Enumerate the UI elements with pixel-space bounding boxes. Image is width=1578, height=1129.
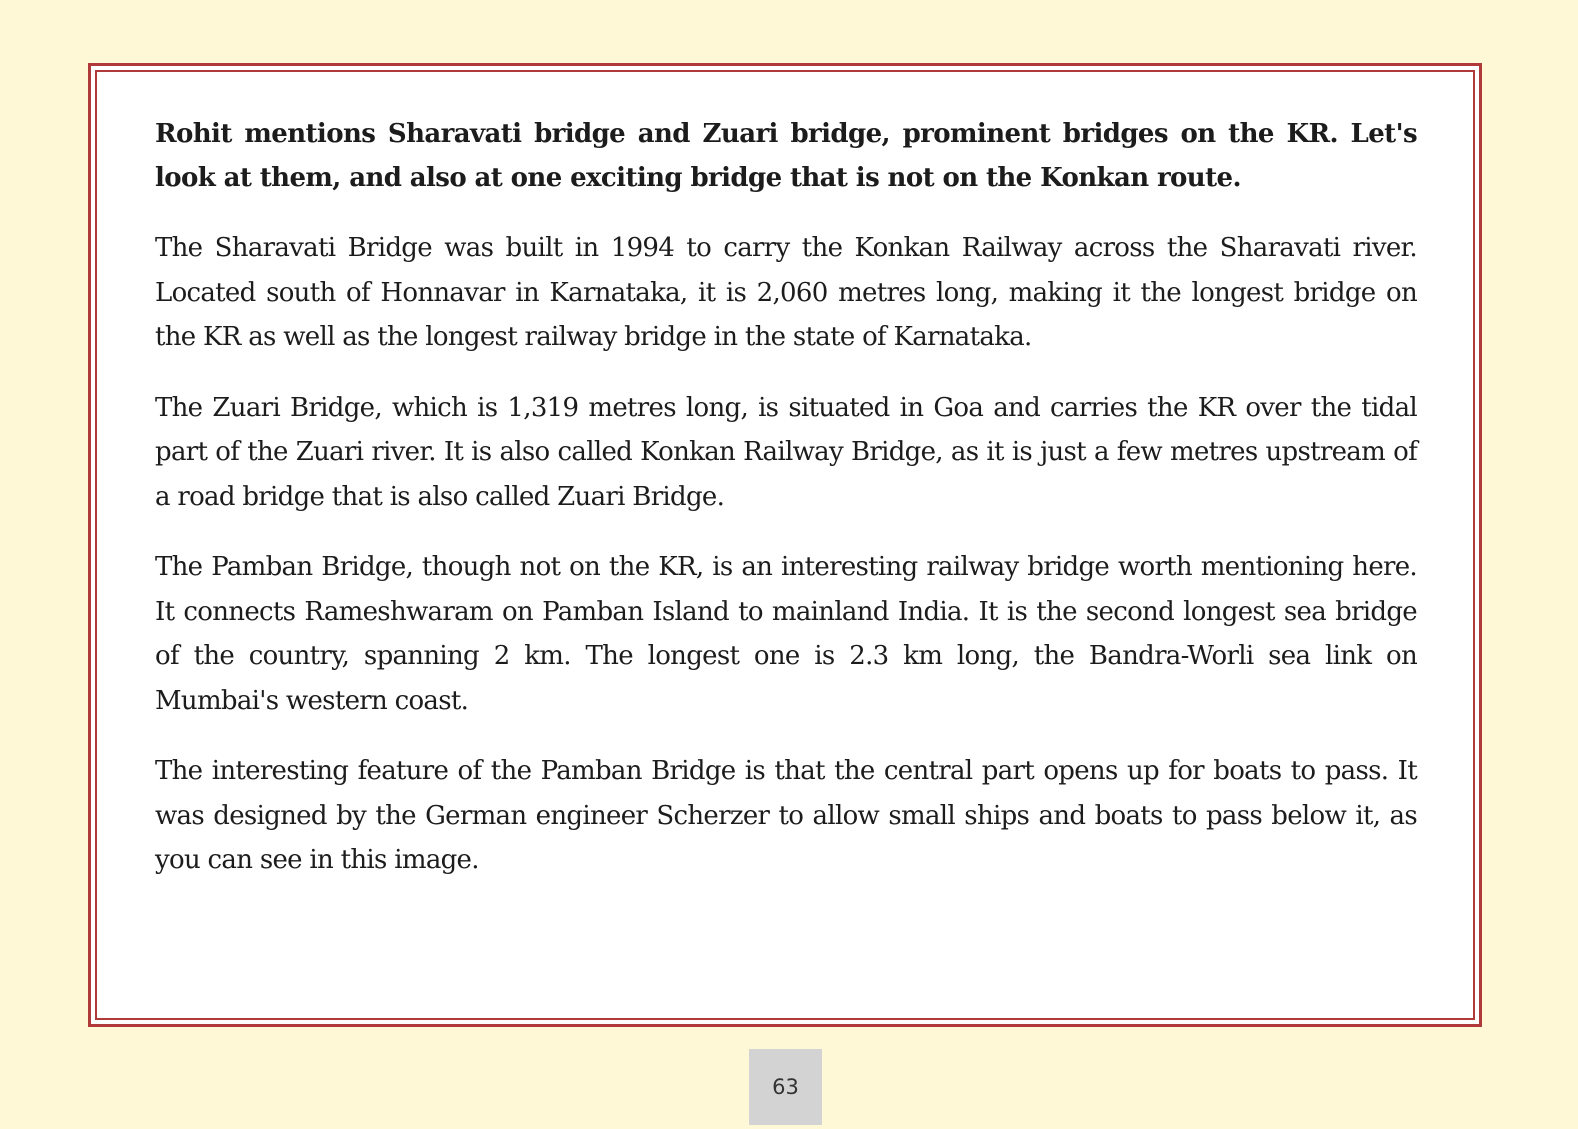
page-number: 63 — [749, 1049, 822, 1125]
paragraph-zuari: The Zuari Bridge, which is 1,319 metres long, is situated in Goa and carries the KR over the tidal part of the Zuari river. It is also called Konkan Railway Bridge, as it is just a few metres upstream of a road bridge that is also called Zuari Bridge. — [155, 392, 1417, 512]
paragraph-sharavati: The Sharavati Bridge was built in 1994 to carry the Konkan Railway across the Sharavati river. Located south of Honnavar in Karnataka, it is 2,060 metres long, making it the longest bridge on the KR as well as the longest railway bridge in the state of Karnataka. — [155, 233, 1417, 352]
intro-paragraph: Rohit mentions Sharavati bridge and Zuari bridge, prominent bridges on the KR. Let's look at them, and also at one exciting bridge that is not on the Konkan route. — [155, 119, 1417, 193]
text-box-frame — [88, 63, 1482, 1027]
text-content — [155, 112, 1417, 909]
paragraph-pamban: The Pamban Bridge, though not on the KR, is an interesting railway bridge worth mentioning here. It connects Rameshwaram on Pamban Island to mainland India. It is the second longest sea bridge of the country, spanning 2 km. The longest one is 2.3 km long, the Bandra-Worli sea link on Mumbai's western coast. — [155, 552, 1417, 716]
paragraph-pamban-feature: The interesting feature of the Pamban Bridge is that the central part opens up for boats to pass. It was designed by the German engineer Scherzer to allow small ships and boats to pass below it, as you can see in this image. — [155, 756, 1417, 875]
